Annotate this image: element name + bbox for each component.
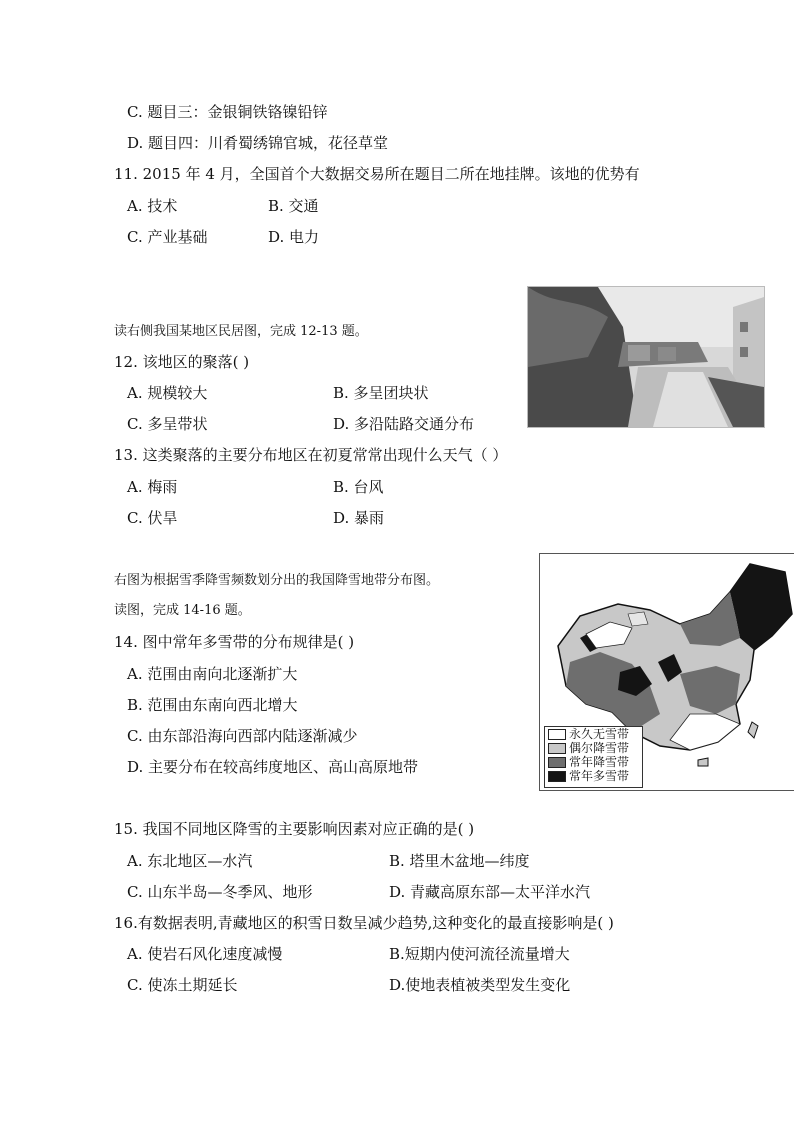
q15-stem: 15. 我国不同地区降雪的主要影响因素对应正确的是( ) bbox=[114, 820, 475, 838]
q11-option-d: D. 电力 bbox=[268, 228, 320, 246]
q14-option-c: C. 由东部沿海向西部内陆逐渐减少 bbox=[127, 727, 358, 745]
legend-item bbox=[548, 742, 629, 755]
q16-option-b: B.短期内使河流径流量增大 bbox=[389, 945, 570, 963]
q13-option-b: B. 台风 bbox=[333, 478, 384, 496]
legend-label: 永久无雪带 bbox=[569, 727, 630, 741]
q12-option-a: A. 规模较大 bbox=[127, 384, 208, 402]
legend-swatch bbox=[548, 743, 566, 754]
q11-option-c: C. 产业基础 bbox=[127, 228, 208, 246]
q11-stem: 11. 2015 年 4 月，全国首个大数据交易所在题目二所在地挂牌。该地的优势有 bbox=[114, 165, 640, 183]
q15-option-b: B. 塔里木盆地—纬度 bbox=[389, 852, 530, 870]
q12-option-b: B. 多呈团块状 bbox=[333, 384, 429, 402]
map-legend bbox=[544, 726, 643, 788]
q15-option-d: D. 青藏高原东部—太平洋水汽 bbox=[389, 883, 591, 901]
q10-option-c: C. 题目三：金银铜铁铬镍铅锌 bbox=[127, 103, 328, 121]
q14-option-d: D. 主要分布在较高纬度地区、高山高原地带 bbox=[127, 758, 419, 776]
q12-option-c: C. 多呈带状 bbox=[127, 415, 208, 433]
q16-option-d: D.使地表植被类型发生变化 bbox=[389, 976, 571, 994]
legend-label: 常年多雪带 bbox=[569, 769, 630, 783]
q13-option-a: A. 梅雨 bbox=[127, 478, 178, 496]
q12-stem: 12. 该地区的聚落( ) bbox=[114, 353, 250, 371]
q10-option-d: D. 题目四：川肴蜀绣锦官城，花径草堂 bbox=[127, 134, 389, 152]
legend-label: 常年降雪带 bbox=[569, 755, 630, 769]
q14-stem: 14. 图中常年多雪带的分布规律是( ) bbox=[114, 633, 355, 651]
q13-option-c: C. 伏旱 bbox=[127, 509, 178, 527]
legend-swatch bbox=[548, 729, 566, 740]
legend-swatch bbox=[548, 757, 566, 768]
q13-option-d: D. 暴雨 bbox=[333, 509, 385, 527]
q16-option-c: C. 使冻土期延长 bbox=[127, 976, 238, 994]
legend-swatch bbox=[548, 771, 566, 782]
legend-item bbox=[548, 756, 629, 769]
q16-stem: 16.有数据表明,青藏地区的积雪日数呈减少趋势,这种变化的最直接影响是( ) bbox=[114, 914, 614, 932]
intro-14-16-line2: 读图，完成 14-16 题。 bbox=[114, 603, 251, 618]
intro-14-16-line1: 右图为根据雪季降雪频数划分出的我国降雪地带分布图。 bbox=[114, 573, 440, 588]
q13-stem: 13. 这类聚落的主要分布地区在初夏常常出现什么天气（ ） bbox=[114, 446, 508, 464]
q12-option-d: D. 多沿陆路交通分布 bbox=[333, 415, 475, 433]
q14-option-b: B. 范围由东南向西北增大 bbox=[127, 696, 298, 714]
q11-option-b: B. 交通 bbox=[268, 197, 319, 215]
q16-option-a: A. 使岩石风化速度减慢 bbox=[127, 945, 283, 963]
legend-item bbox=[548, 728, 629, 741]
q11-option-a: A. 技术 bbox=[127, 197, 178, 215]
legend-item bbox=[548, 770, 629, 783]
residence-photo bbox=[527, 286, 765, 428]
q15-option-c: C. 山东半岛—冬季风、地形 bbox=[127, 883, 313, 901]
q14-option-a: A. 范围由南向北逐渐扩大 bbox=[127, 665, 298, 683]
legend-label: 偶尔降雪带 bbox=[569, 741, 630, 755]
q15-option-a: A. 东北地区—水汽 bbox=[127, 852, 253, 870]
intro-12-13: 读右侧我国某地区民居图，完成 12-13 题。 bbox=[114, 324, 368, 339]
